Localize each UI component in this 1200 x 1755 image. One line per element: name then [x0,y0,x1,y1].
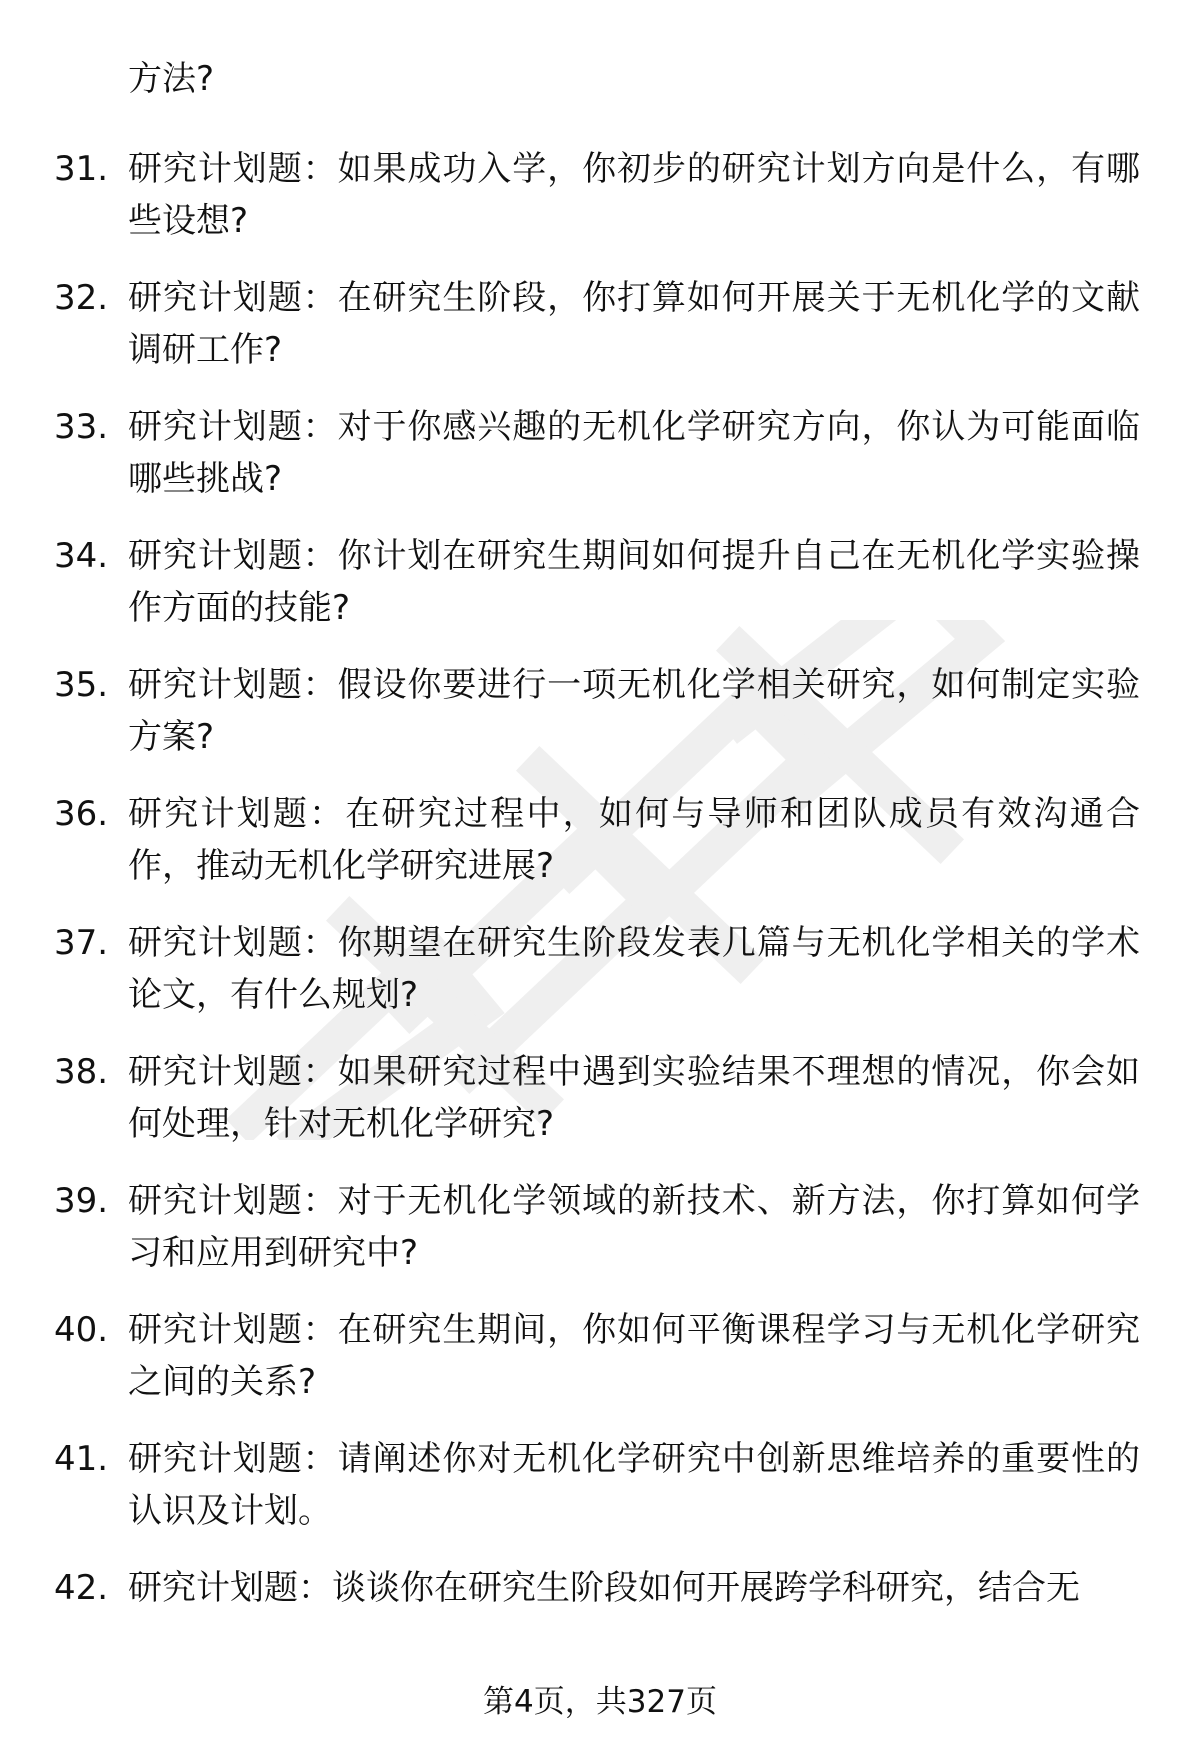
question-number: 38. [54,1052,109,1092]
question-number: 40. [54,1310,109,1350]
question-text: 研究计划题：在研究生期间，你如何平衡课程学习与无机化学研究之间的关系? [128,1310,1140,1402]
question-text: 研究计划题：你期望在研究生阶段发表几篇与无机化学相关的学术论文，有什么规划? [128,923,1140,1015]
question-text: 研究计划题：谈谈你在研究生阶段如何开展跨学科研究，结合无 [128,1568,1080,1608]
question-number: 34. [54,536,109,576]
question-item [0,1175,1200,1282]
question-number: 41. [54,1439,109,1479]
question-item [0,143,1200,250]
question-item [0,1304,1200,1411]
question-number: 39. [54,1181,109,1221]
question-item [0,788,1200,895]
question-number: 42. [54,1568,109,1608]
question-text: 研究计划题：你计划在研究生期间如何提升自己在无机化学实验操作方面的技能? [128,536,1140,628]
question-text: 研究计划题：在研究生阶段，你打算如何开展关于无机化学的文献调研工作? [128,278,1140,370]
question-text: 研究计划题：请阐述你对无机化学研究中创新思维培养的重要性的认识及计划。 [128,1439,1140,1531]
question-item [0,401,1200,508]
question-item [0,917,1200,1024]
continuation-text: 方法? [128,59,215,99]
question-item [0,659,1200,766]
question-number: 36. [54,794,109,834]
question-number: 32. [54,278,109,318]
question-number: 35. [54,665,109,705]
page-footer: 第4页，共327页 [483,1684,717,1720]
question-text: 研究计划题：如果研究过程中遇到实验结果不理想的情况，你会如何处理，针对无机化学研究? [128,1052,1140,1144]
question-item [0,1433,1200,1540]
question-item [0,1562,1200,1617]
question-text: 研究计划题：对于无机化学领域的新技术、新方法，你打算如何学习和应用到研究中? [128,1181,1140,1273]
question-text: 研究计划题：如果成功入学，你初步的研究计划方向是什么，有哪些设想? [128,149,1140,241]
question-text: 研究计划题：对于你感兴趣的无机化学研究方向，你认为可能面临哪些挑战? [128,407,1140,499]
question-item [0,272,1200,379]
question-text: 研究计划题：假设你要进行一项无机化学相关研究，如何制定实验方案? [128,665,1140,757]
question-item [0,1046,1200,1153]
question-list [0,143,1200,1639]
question-number: 31. [54,149,109,189]
question-item [0,530,1200,637]
question-number: 37. [54,923,109,963]
question-number: 33. [54,407,109,447]
question-text: 研究计划题：在研究过程中，如何与导师和团队成员有效沟通合作，推动无机化学研究进展? [128,794,1140,886]
